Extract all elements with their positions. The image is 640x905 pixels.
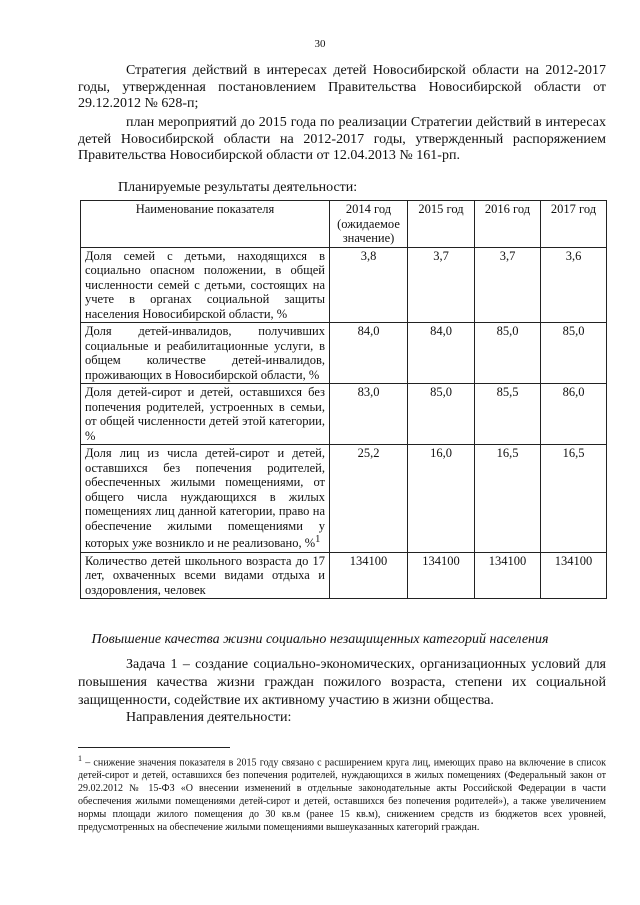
- value-2014: 25,2: [330, 445, 408, 553]
- paragraph-plan: план мероприятий до 2015 года по реализации Стратегии действий в интересах детей Новосибирской области на 2012-2017 годы, утвержденный распоряжением Правительства Новосибирской области от 12.04.2013 № 161-рп.: [78, 115, 606, 163]
- value-2016: 3,7: [475, 247, 541, 323]
- value-2016: 16,5: [475, 445, 541, 553]
- indicator-name: Доля семей с детьми, находящихся в социально опасном положении, в общей численности семей с детьми, состоящих на учете в органах социальной защиты населения Новосибирской области, %: [81, 247, 330, 323]
- indicator-name-cell: [81, 445, 330, 553]
- page-number: 30: [314, 38, 326, 50]
- section-title: Повышение качества жизни социально незащищенных категорий населения: [91, 632, 549, 647]
- value-2014: 83,0: [330, 384, 408, 445]
- value-2017: 16,5: [541, 445, 607, 553]
- table-row: [81, 445, 607, 553]
- results-heading: Планируемые результаты деятельности:: [118, 180, 358, 195]
- paragraph-strategy: Стратегия действий в интересах детей Новосибирской области на 2012-2017 годы, утвержденная постановлением Правительства Новосибирской области от 29.12.2012 № 628-п;: [78, 63, 606, 111]
- value-2014: 3,8: [330, 247, 408, 323]
- header-2014: 2014 год (ожидаемое значение): [330, 201, 408, 248]
- footnote-mark: 1: [78, 754, 82, 763]
- value-2014: 134100: [330, 552, 408, 599]
- table-header-row: [81, 201, 607, 248]
- header-2017: 2017 год: [541, 201, 607, 248]
- header-indicator: Наименование показателя: [81, 201, 330, 248]
- footnote-reference: 1: [315, 534, 321, 545]
- footnote-divider: [78, 747, 230, 748]
- value-2017: 3,6: [541, 247, 607, 323]
- indicator-name: Доля детей-сирот и детей, оставшихся без попечения родителей, устроенных в семьи, от общей численности детей этой категории, %: [81, 384, 330, 445]
- table-row: [81, 247, 607, 323]
- value-2017: 134100: [541, 552, 607, 599]
- value-2015: 16,0: [408, 445, 475, 553]
- indicator-name: Доля детей-инвалидов, получивших социальные и реабилитационные услуги, в общем количестве детей-инвалидов, проживающих в Новосибирской области, %: [81, 323, 330, 384]
- footnote: [78, 752, 606, 834]
- header-2016: 2016 год: [475, 201, 541, 248]
- value-2016: 134100: [475, 552, 541, 599]
- footnote-text: – снижение значения показателя в 2015 году связано с расширением круга лиц, имеющих право на включение в список детей-сирот и детей, оставшихся без попечения родителей, нуждающихся в жилых помещениях (Федеральный закон от 29.02.2012 № 15-ФЗ «О внесении изменений в отдельные законодательные акты Российской Федерации в части обеспечения жилыми помещениями детей-сирот и детей, оставшихся без попечения родителей»), а также увеличением нормы площади жилого помещения до 30 кв.м (ранее 15 кв.м), снижением средств из бюджетов всех уровней, предусмотренных на обеспечение жилыми помещениями вышеуказанных категорий граждан.: [78, 757, 606, 834]
- table-row: [81, 384, 607, 445]
- header-2015: 2015 год: [408, 201, 475, 248]
- value-2016: 85,0: [475, 323, 541, 384]
- indicator-name: Доля лиц из числа детей-сирот и детей, оставшихся без попечения родителей, обеспеченных жилыми помещениями, от общего числа нуждающихся в жилых помещениях лиц данной категории, право на обеспечение жилыми помещениями у которых уже возникло и не реализовано, %: [85, 446, 325, 551]
- value-2014: 84,0: [330, 323, 408, 384]
- indicator-name: Количество детей школьного возраста до 17 лет, охваченных всеми видами отдыха и оздоровления, человек: [81, 552, 330, 599]
- directions-heading: Направления деятельности:: [126, 710, 292, 725]
- value-2015: 3,7: [408, 247, 475, 323]
- value-2017: 86,0: [541, 384, 607, 445]
- table-row: [81, 552, 607, 599]
- value-2015: 134100: [408, 552, 475, 599]
- task-paragraph: Задача 1 – создание социально-экономических, организационных условий для повышения качества жизни граждан пожилого возраста, степени их социальной защищенности, содействие их активному участию в жизни общества.: [78, 657, 606, 708]
- results-table: [80, 200, 607, 599]
- value-2017: 85,0: [541, 323, 607, 384]
- table-row: [81, 323, 607, 384]
- value-2015: 85,0: [408, 384, 475, 445]
- value-2016: 85,5: [475, 384, 541, 445]
- value-2015: 84,0: [408, 323, 475, 384]
